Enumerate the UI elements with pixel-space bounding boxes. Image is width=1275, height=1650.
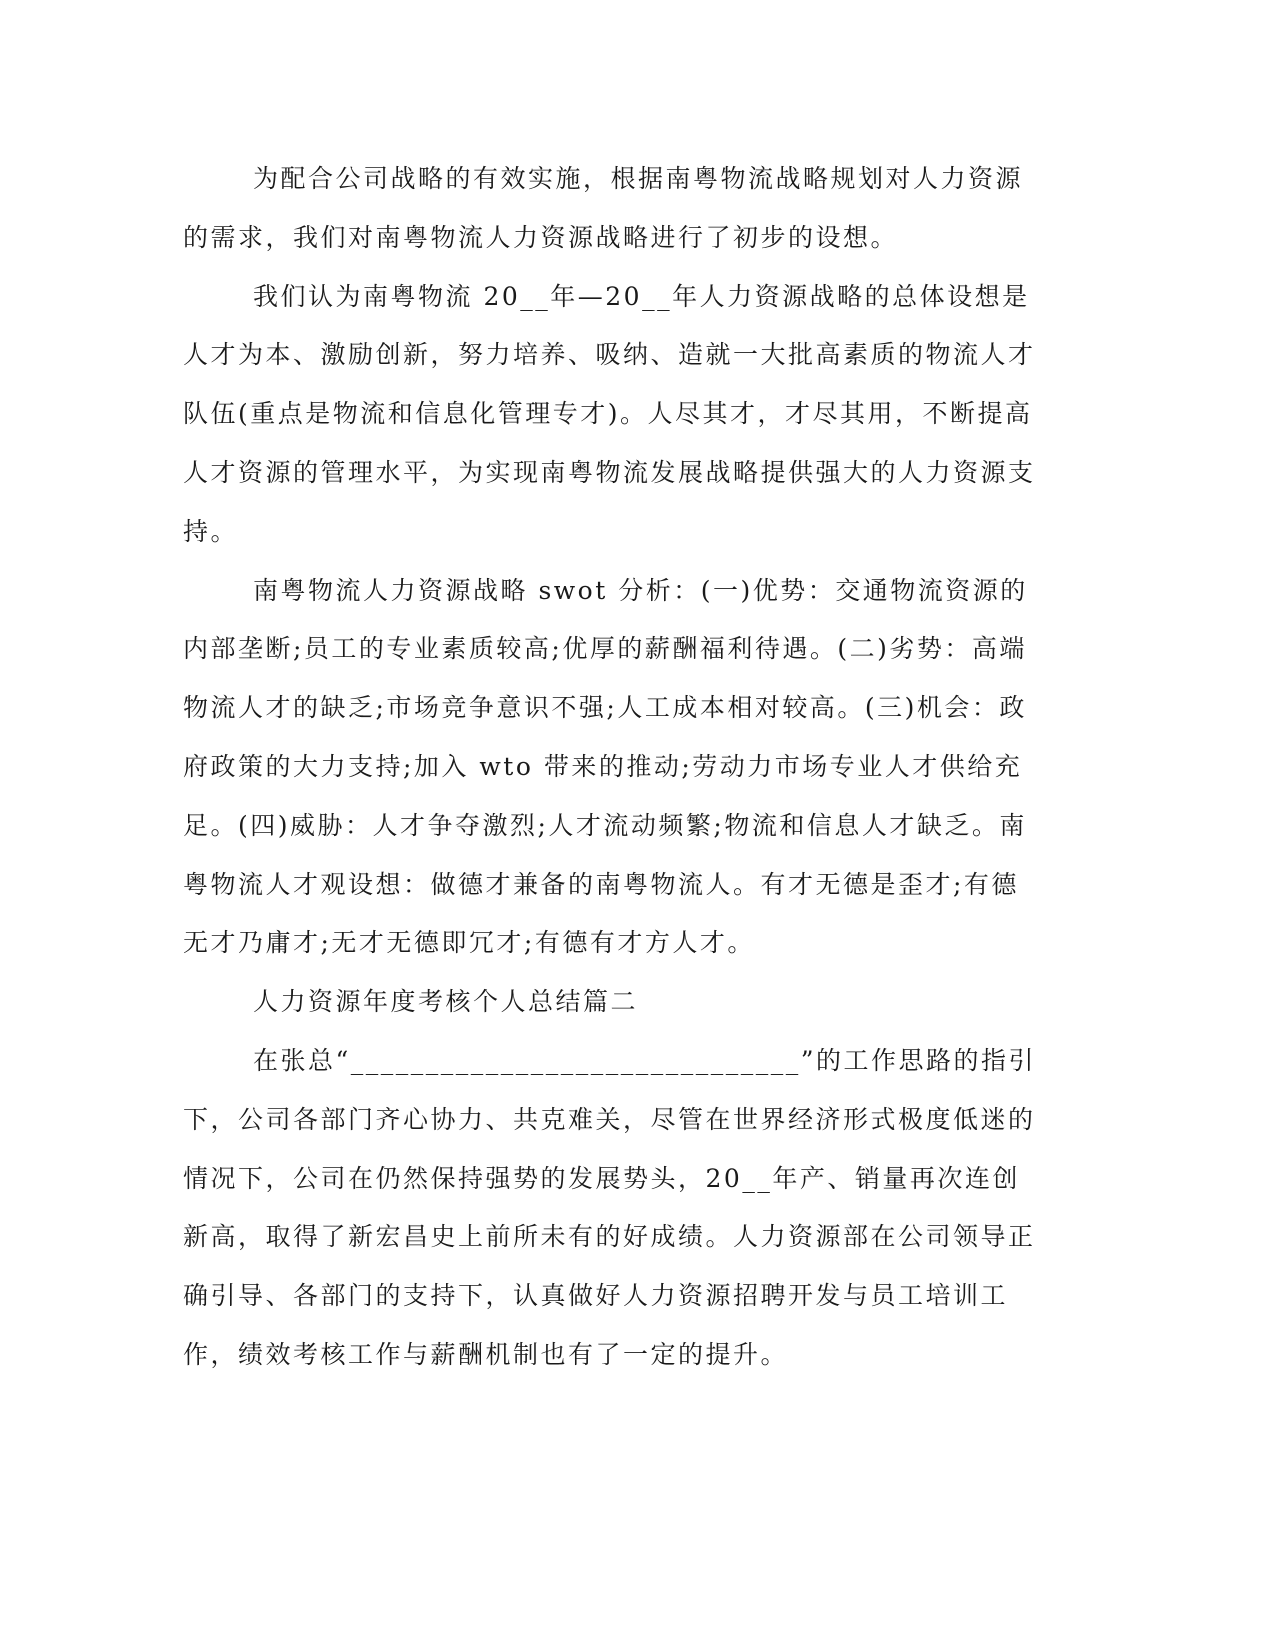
document-body — [183, 150, 1043, 1385]
section-heading: 人力资源年度考核个人总结篇二 — [253, 987, 639, 1017]
paragraph-strategy-vision: 我们认为南粤物流 20__年—20__年人力资源战略的总体设想是人才为本、激励创新，努力培养、吸纳、造就一大批高素质的物流人才队伍(重点是物流和信息化管理专才)。人尽其才，才尽其用，不断提高人才资源的管理水平，为实现南粤物流发展战略提供强大的人力资源支持。 — [183, 281, 1036, 546]
paragraph-swot-analysis: 南粤物流人力资源战略 swot 分析：(一)优势：交通物流资源的内部垄断;员工的专业素质较高;优厚的薪酬福利待遇。(二)劣势：高端物流人才的缺乏;市场竞争意识不强;人工成本相对较高。(三)机会：政府政策的大力支持;加入 wto 带来的推动;劳动力市场专业人才供给充足。(四)威胁：人才争夺激烈;人才流动频繁;物流和信息人才缺乏。南粤物流人才观设想：做德才兼备的南粤物流人。有才无德是歪才;有德无才乃庸才;无才无德即冗才;有德有才方人才。 — [183, 575, 1028, 958]
paragraph-annual-summary: 在张总“______________________________”的工作思路的指引下，公司各部门齐心协力、共克难关，尽管在世界经济形式极度低迷的情况下，公司在仍然保持强势的发展势头，20__年产、销量再次连创新高，取得了新宏昌史上前所未有的好成绩。人力资源部在公司领导正确引导、各部门的支持下，认真做好人力资源招聘开发与员工培训工作，绩效考核工作与薪酬机制也有了一定的提升。 — [183, 1045, 1037, 1369]
paragraph-strategy-intro: 为配合公司战略的有效实施，根据南粤物流战略规划对人力资源的需求，我们对南粤物流人力资源战略进行了初步的设想。 — [183, 164, 1024, 252]
